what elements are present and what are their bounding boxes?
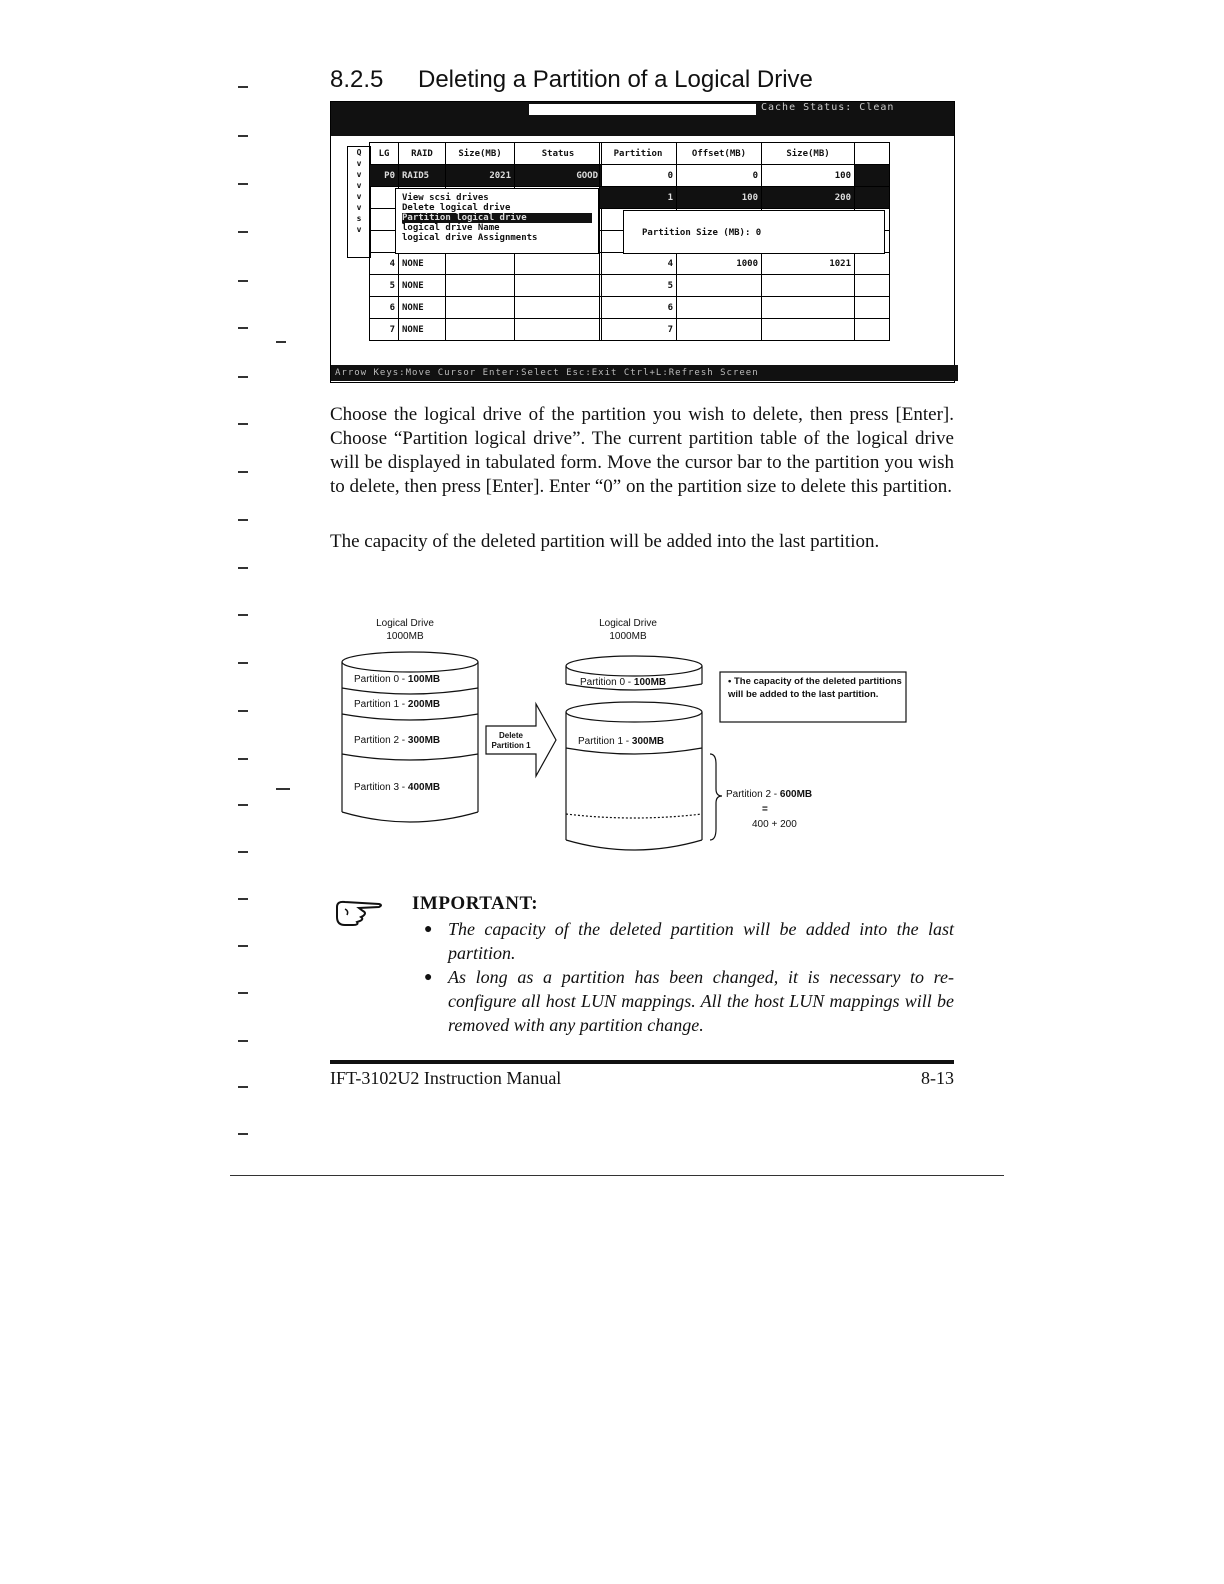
pointing-hand-icon (333, 897, 385, 927)
side-column-char: v (356, 159, 362, 168)
margin-mark (238, 1040, 248, 1042)
margin-mark (238, 945, 248, 947)
footer-page-number: 8-13 (921, 1068, 954, 1088)
logical-drive-cell (446, 275, 515, 297)
partition-cell: 100 (762, 165, 855, 187)
margin-mark (238, 231, 248, 233)
margin-mark (238, 1133, 248, 1135)
terminal-side-column (347, 146, 371, 258)
partition-row[interactable] (600, 319, 890, 341)
partition-cell (677, 275, 762, 297)
drive-menu-item[interactable]: View scsi drives (402, 193, 489, 203)
margin-mark (238, 519, 248, 521)
merged-sum: 400 + 200 (752, 819, 797, 830)
logical-drive-row[interactable] (370, 253, 602, 275)
partition-cell: 0 (677, 165, 762, 187)
terminal-status-bar: Arrow Keys:Move Cursor Enter:Select Esc:Exit Ctrl+L:Refresh Screen (331, 365, 958, 381)
partition-cell (762, 297, 855, 319)
margin-mark (238, 471, 248, 473)
right-drive-cylinder-bottom (566, 702, 702, 850)
margin-mark (238, 423, 248, 425)
left-partition-0: Partition 0 - 100MB (354, 674, 441, 685)
partition-cell (677, 319, 762, 341)
left-partition-2: Partition 2 - 300MB (354, 735, 441, 746)
partition-cell: 7 (600, 319, 677, 341)
partition-cell: 1 (600, 187, 677, 209)
partition-header: Partition (600, 143, 677, 165)
important-bullet-1: The capacity of the deleted partition will be added into the last partition. (448, 919, 954, 963)
margin-mark (238, 710, 248, 712)
partition-cell: 1000 (677, 253, 762, 275)
instruction-paragraph: Choose the logical drive of the partition you wish to delete, then press [Enter]. Choose “Partition logical drive”. The current partition table of the logical drive will be displayed in tabulated form. Move the cursor bar to the partition you wish to delete, then press [Enter]. Enter “0” on the partition size to delete this partition. (330, 404, 954, 497)
drive-menu-item[interactable]: Delete logical drive (402, 203, 511, 213)
partition-cell: 1021 (762, 253, 855, 275)
partition-cell-blank (855, 275, 890, 297)
logical-drive-cell (446, 319, 515, 341)
logical-drive-cell: 6 (370, 297, 399, 319)
logical-drive-cell: 5 (370, 275, 399, 297)
partition-cell (762, 275, 855, 297)
logical-drive-cell (515, 319, 602, 341)
partition-cell: 100 (677, 187, 762, 209)
margin-mark (238, 662, 248, 664)
capacity-paragraph: The capacity of the deleted partition will be added into the last partition. (330, 531, 880, 552)
diagram-note: • The capacity of the deleted partitions will be added to the last partition. (728, 676, 902, 700)
terminal-title-bar (331, 102, 954, 136)
footer-manual-name: IFT-3102U2 Instruction Manual (330, 1068, 562, 1088)
logical-drive-header: Status (515, 143, 602, 165)
side-column-char: Q (356, 148, 362, 157)
partition-cell-blank (855, 253, 890, 275)
logical-drive-cell: 4 (370, 253, 399, 275)
partition-cell: 0 (600, 165, 677, 187)
left-drive-size: 1000MB (386, 631, 424, 642)
partition-cell (677, 297, 762, 319)
important-heading: IMPORTANT: (412, 893, 539, 914)
logical-drive-cell: NONE (399, 297, 446, 319)
side-column-char: v (356, 192, 362, 201)
margin-mark (238, 376, 248, 378)
margin-mark (238, 135, 248, 137)
logical-drive-cell: P0 (370, 165, 399, 187)
partition-cell-blank (855, 297, 890, 319)
left-partition-1: Partition 1 - 200MB (354, 699, 441, 710)
margin-mark (238, 183, 248, 185)
important-bullet-2: As long as a partition has been changed, it is necessary to re-configure all host LUN mappings. All the host LUN mappings will be removed with any partition change. (448, 967, 954, 1035)
bullet-dot: ● (424, 970, 433, 985)
bullet-dot: ● (424, 922, 433, 937)
drive-menu-item[interactable]: logical drive Name (402, 223, 500, 233)
partition-cell-blank (855, 165, 890, 187)
drive-menu-item[interactable]: logical drive Assignments (402, 233, 538, 243)
right-partition-0: Partition 0 - 100MB (580, 677, 667, 688)
logical-drive-cell: RAID5 (399, 165, 446, 187)
logical-drive-row[interactable] (370, 297, 602, 319)
arrow-label: Delete Partition 1 (491, 731, 531, 750)
logical-drive-row[interactable] (370, 275, 602, 297)
margin-mark (238, 327, 248, 329)
terminal-title-field (529, 104, 756, 115)
margin-mark (238, 758, 248, 760)
left-partition-3: Partition 3 - 400MB (354, 782, 441, 793)
logical-drive-header: LG (370, 143, 399, 165)
partition-row[interactable] (600, 187, 890, 209)
margin-mark (238, 1086, 248, 1088)
partition-row[interactable] (600, 253, 890, 275)
partition-cell: 5 (600, 275, 677, 297)
section-heading (330, 66, 813, 94)
partition-header: Size(MB) (762, 143, 855, 165)
logical-drive-cell (515, 275, 602, 297)
logical-drive-row[interactable] (370, 319, 602, 341)
margin-mark (238, 804, 248, 806)
cache-status: Cache Status: Clean (761, 102, 895, 113)
partition-cell (762, 319, 855, 341)
side-column-char: v (356, 225, 362, 234)
merged-partition-label: Partition 2 - 600MB (726, 789, 813, 800)
partition-row[interactable] (600, 297, 890, 319)
logical-drive-header: RAID (399, 143, 446, 165)
footer-rule (330, 1060, 954, 1064)
side-column-char: s (356, 214, 362, 223)
partition-header-blank (855, 143, 890, 165)
margin-mark (238, 567, 248, 569)
right-drive-title: Logical Drive (599, 618, 657, 629)
partition-row[interactable] (600, 275, 890, 297)
logical-drive-cell (446, 297, 515, 319)
drive-menu (395, 188, 599, 254)
logical-drive-cell (515, 253, 602, 275)
logical-drive-cell: NONE (399, 319, 446, 341)
section-title: Deleting a Partition of a Logical Drive (418, 66, 813, 93)
logical-drive-cell: 7 (370, 319, 399, 341)
scan-edge-line (230, 1175, 1004, 1176)
partition-size-prompt[interactable]: Partition Size (MB): 0 (623, 210, 885, 254)
margin-mark (238, 280, 248, 282)
terminal-screenshot (330, 101, 955, 383)
partition-row[interactable] (600, 165, 890, 187)
merge-brace (710, 754, 722, 840)
logical-drive-row[interactable] (370, 165, 602, 187)
margin-mark (276, 788, 290, 790)
margin-mark (276, 341, 286, 343)
partition-cell-blank (855, 187, 890, 209)
partition-cell-blank (855, 319, 890, 341)
right-partition-1: Partition 1 - 300MB (578, 736, 665, 747)
side-column-char: v (356, 170, 362, 179)
partition-header: Offset(MB) (677, 143, 762, 165)
logical-drive-cell: 2021 (446, 165, 515, 187)
partition-diagram (330, 614, 954, 864)
right-drive-size: 1000MB (609, 631, 647, 642)
partition-cell: 200 (762, 187, 855, 209)
logical-drive-cell: NONE (399, 253, 446, 275)
margin-mark (238, 614, 248, 616)
partition-cell: 4 (600, 253, 677, 275)
margin-mark (238, 851, 248, 853)
side-column-char: v (356, 203, 362, 212)
partition-cell: 6 (600, 297, 677, 319)
margin-mark (238, 898, 248, 900)
left-drive-title: Logical Drive (376, 618, 434, 629)
logical-drive-cell (515, 297, 602, 319)
side-column-char: v (356, 181, 362, 190)
equals-sign: = (762, 804, 768, 815)
drive-menu-item[interactable]: Partition logical drive (402, 213, 592, 223)
section-number: 8.2.5 (330, 66, 384, 93)
margin-mark (238, 86, 248, 88)
margin-mark (238, 992, 248, 994)
logical-drive-cell: GOOD (515, 165, 602, 187)
logical-drive-cell (446, 253, 515, 275)
logical-drive-cell: NONE (399, 275, 446, 297)
logical-drive-header: Size(MB) (446, 143, 515, 165)
